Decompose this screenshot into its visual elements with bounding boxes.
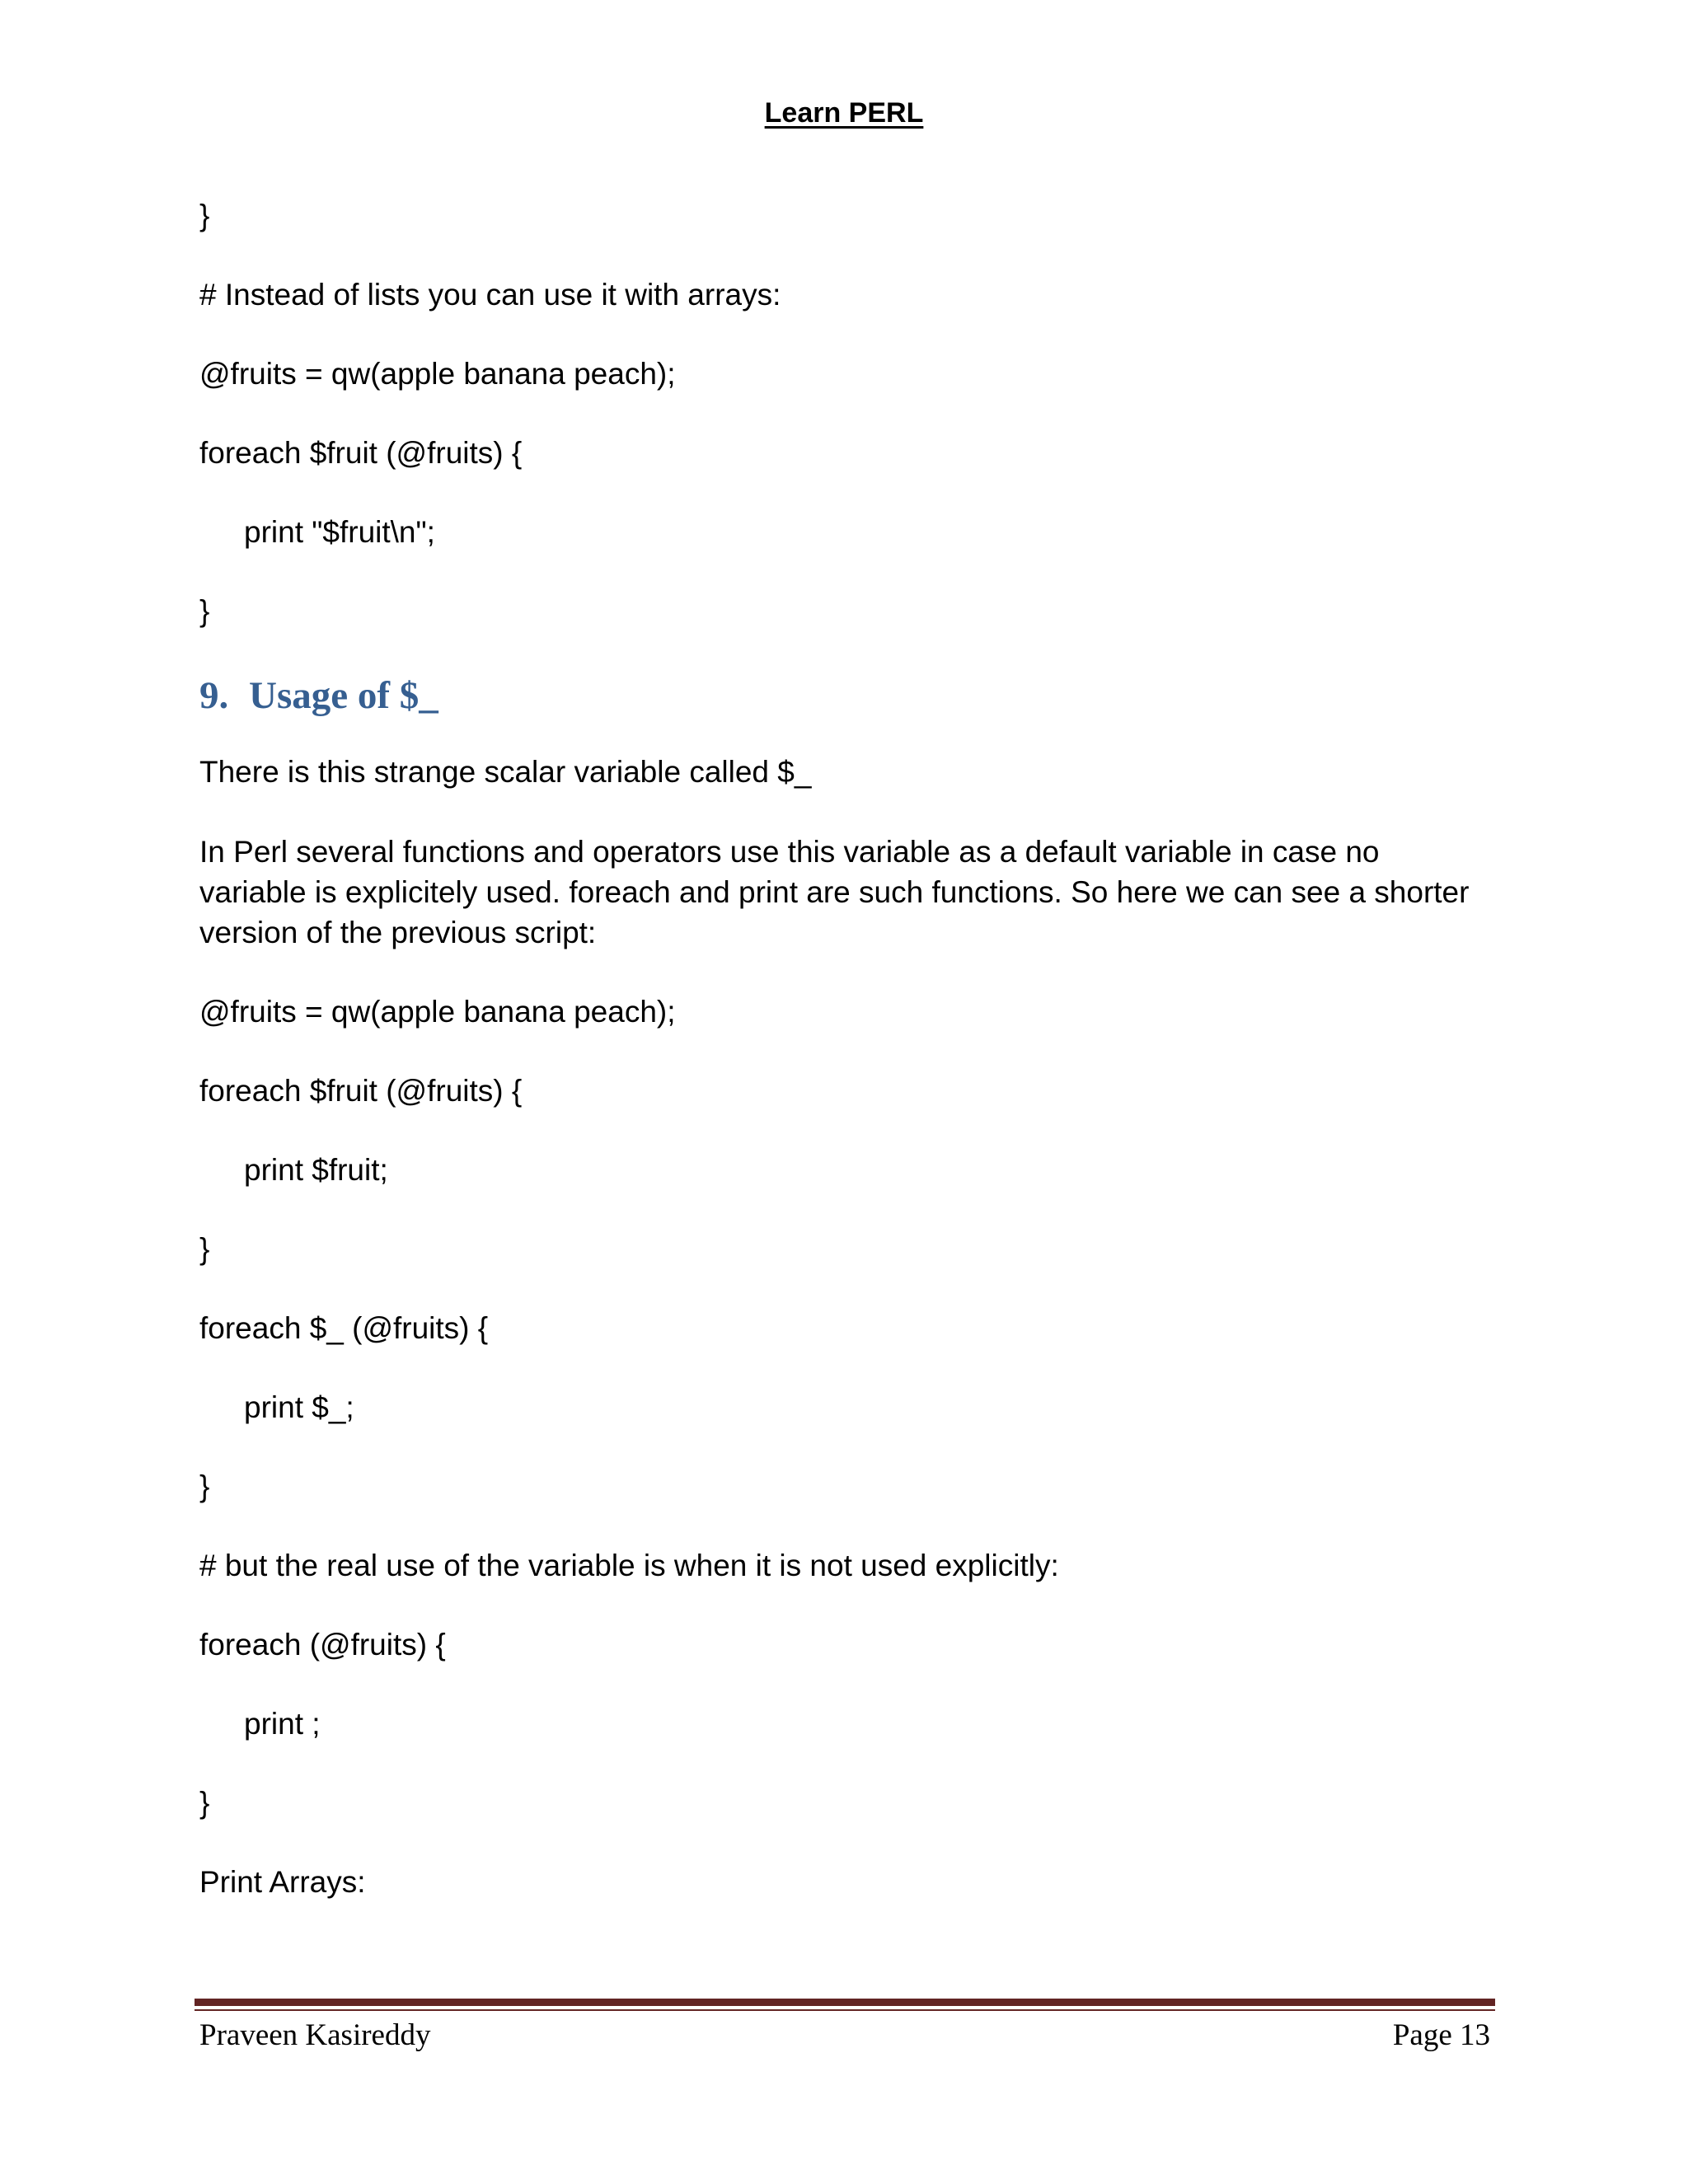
code-line: print $fruit; (244, 1153, 388, 1187)
code-line: foreach $fruit (@fruits) { (199, 436, 523, 470)
code-line: print "$fruit\n"; (244, 515, 435, 549)
page-footer (199, 2016, 1490, 2055)
code-line: @fruits = qw(apple banana peach); (199, 357, 676, 391)
code-block-after (199, 992, 1493, 1902)
intro-paragraph: There is this strange scalar variable called $_ (199, 755, 812, 789)
code-line: # but the real use of the variable is when it is not used explicitly: (199, 1549, 1059, 1582)
section-title: Usage of $_ (249, 674, 438, 717)
footer-page-number: Page 13 (1392, 2018, 1490, 2052)
code-line: } (199, 1469, 210, 1503)
document-body (199, 196, 1493, 1942)
code-block-before (199, 196, 1493, 631)
footer-author: Praveen Kasireddy (199, 2018, 431, 2052)
code-line: Print Arrays: (199, 1865, 366, 1899)
footer-rule-thin (195, 2009, 1495, 2011)
code-line: # Instead of lists you can use it with arrays: (199, 278, 781, 312)
section-number: 9. (199, 674, 229, 717)
code-line: } (199, 1786, 210, 1820)
page-header-title: Learn PERL (764, 97, 924, 129)
code-line: } (199, 1232, 210, 1266)
code-line: print ; (244, 1707, 321, 1741)
section-heading (199, 671, 1493, 720)
explanation-paragraph: In Perl several functions and operators use this variable as a default variable in case no variable is explicitely used. foreach and print are such functions. So here we can see a shorter version of the previous script: (199, 835, 1470, 949)
footer-rule (195, 1999, 1495, 2006)
code-line: @fruits = qw(apple banana peach); (199, 995, 676, 1029)
code-line: } (199, 594, 210, 628)
code-line: foreach $fruit (@fruits) { (199, 1074, 523, 1108)
code-line: foreach (@fruits) { (199, 1628, 446, 1661)
code-line: print $_; (244, 1390, 354, 1424)
code-line: foreach $_ (@fruits) { (199, 1311, 489, 1345)
code-line: } (199, 199, 210, 232)
